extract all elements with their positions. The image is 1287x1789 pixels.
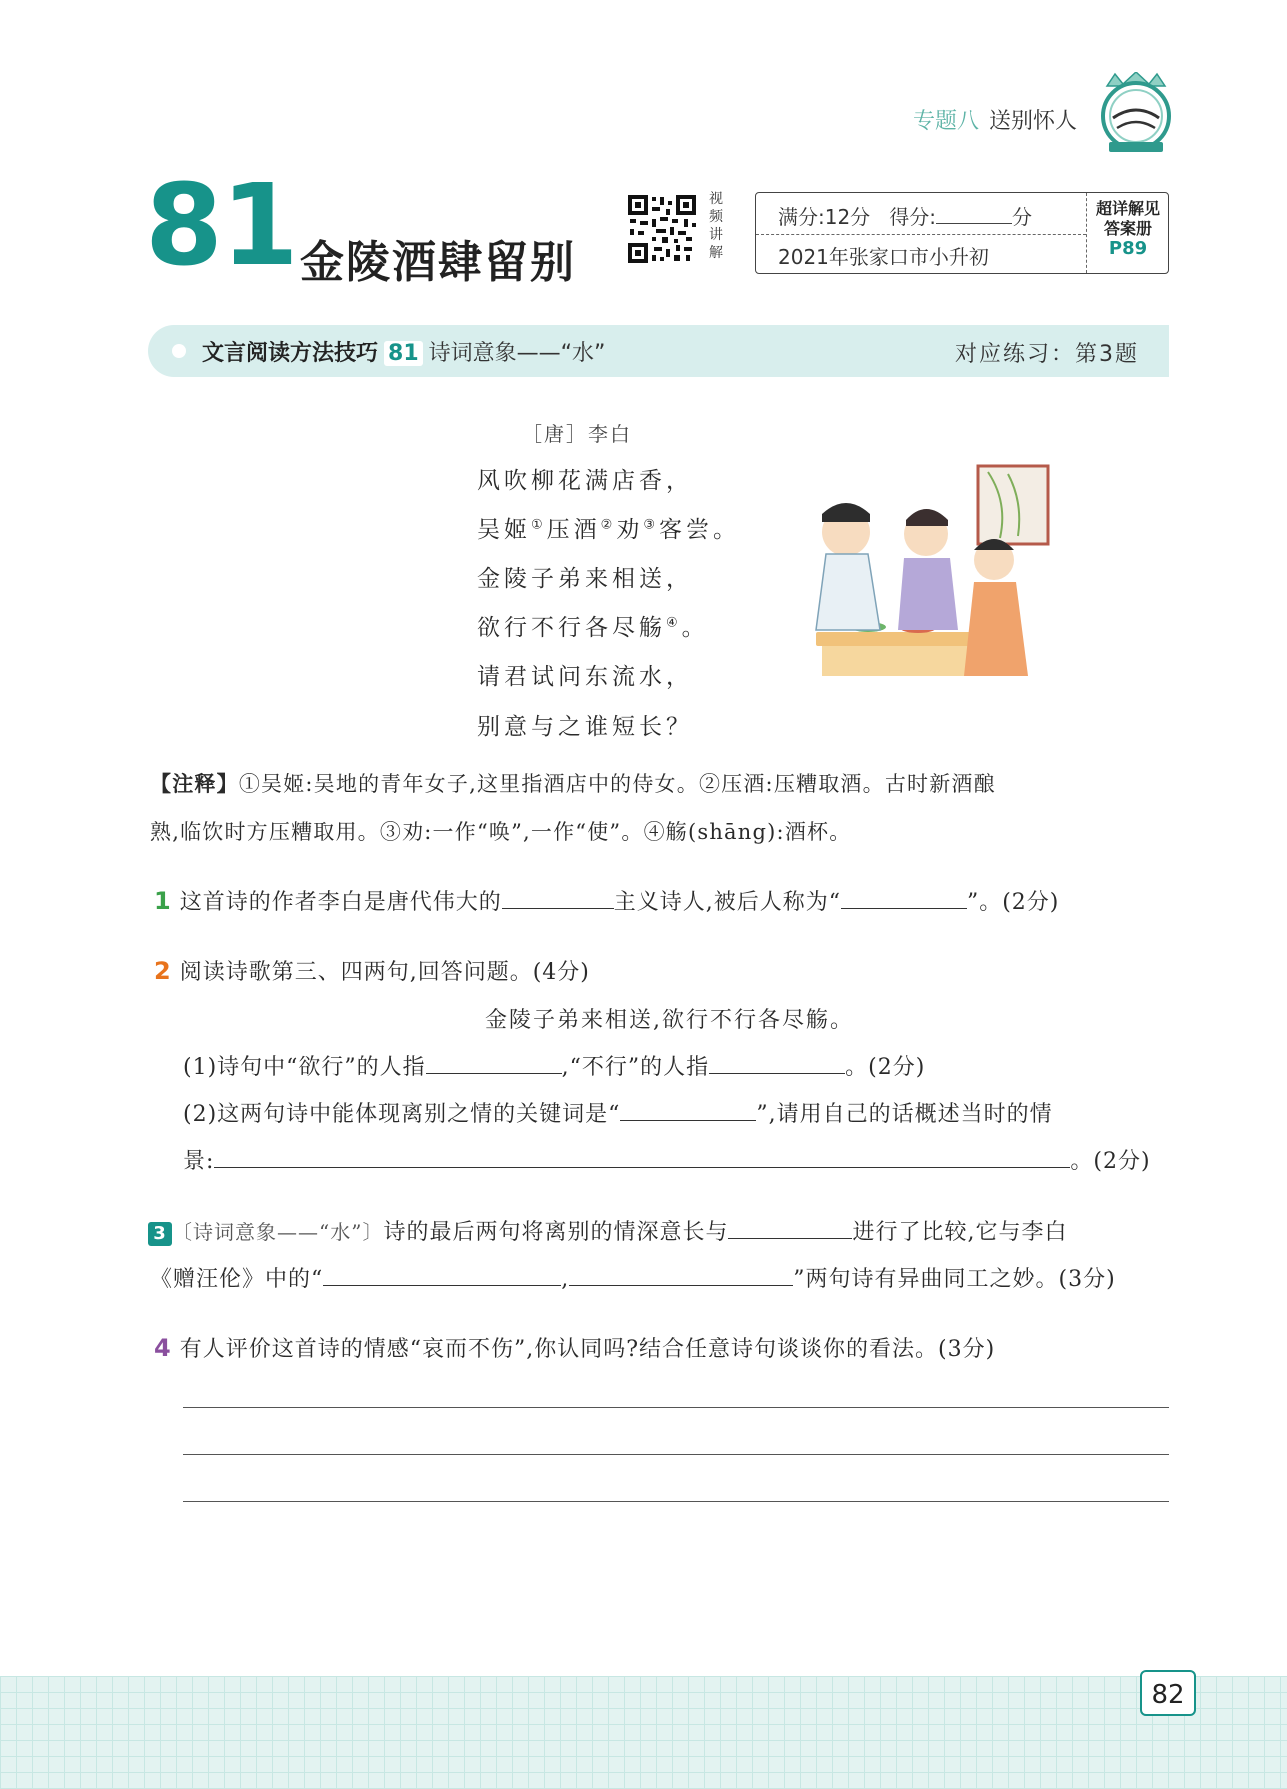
answer-hint-line1: 超详解见 (1095, 199, 1160, 218)
answer-reference (1088, 199, 1168, 259)
answer-blank[interactable] (709, 1053, 845, 1074)
question-tag: 〔诗词意象——“水”〕 (172, 1220, 384, 1244)
banner-topic: 诗词意象——“水” (428, 341, 606, 366)
answer-blank[interactable] (214, 1147, 1070, 1168)
question-4: 4 有人评价这首诗的情感“哀而不伤”,你认同吗?结合任意诗句谈谈你的看法。(3分) (154, 1334, 996, 1362)
score-blank[interactable] (936, 205, 1012, 224)
notes-line-2: 熟,临饮时方压糟取用。③劝:一作“唤”,一作“使”。④觞(shāng):酒杯。 (150, 820, 852, 844)
question-number: 1 (154, 887, 172, 915)
notes-text-1: ①吴姬:吴地的青年女子,这里指酒店中的侍女。②压酒:压糟取酒。古时新酒酿 (238, 772, 996, 796)
answer-blank[interactable] (728, 1218, 852, 1239)
poem-illustration (808, 462, 1054, 682)
answer-blank[interactable] (426, 1053, 562, 1074)
question-number: 2 (154, 957, 172, 985)
brand-badge-logo (1097, 72, 1175, 158)
answer-blank[interactable] (323, 1265, 561, 1286)
answer-hint-line2: 答案册 (1103, 219, 1152, 238)
score-divider (756, 234, 1086, 235)
poem-line: 欲行不行各尽觞④。 (477, 615, 709, 641)
question-2-sub-2-cont: 景: 。(2分) (183, 1149, 1151, 1174)
answer-blank[interactable] (620, 1100, 756, 1121)
banner-number: 81 (384, 341, 423, 366)
qr-video-label: 视频讲解 (709, 191, 723, 261)
score-vertical-divider (1086, 193, 1087, 273)
banner-title (202, 336, 605, 367)
poem-author: ［唐］李白 (522, 422, 632, 446)
question-2-sub-2: (2)这两句诗中能体现离别之情的关键词是“ ”,请用自己的话概述当时的情 (183, 1102, 1053, 1127)
notes-label: 【注释】 (150, 772, 239, 796)
poem-line: 吴姬①压酒②劝③客尝。 (477, 517, 740, 543)
exam-source: 2021年张家口市小升初 (778, 245, 989, 269)
answer-line[interactable] (183, 1407, 1169, 1408)
notes-line-1 (150, 768, 996, 798)
footer-grid-background (0, 1676, 1287, 1789)
score-box (755, 192, 1169, 274)
answer-blank[interactable] (569, 1265, 793, 1286)
poem-line: 金陵子弟来相送， (477, 566, 693, 592)
poem-line: 别意与之谁短长？ (477, 714, 693, 740)
qr-code-icon[interactable] (626, 193, 698, 265)
topic-name: 送别怀人 (988, 109, 1077, 134)
full-score: 满分:12分 (778, 205, 871, 229)
method-banner (148, 325, 1169, 377)
question-3: 3 〔诗词意象——“水”〕诗的最后两句将离别的情深意长与 进行了比较,它与李白 (148, 1215, 1067, 1246)
question-3-cont: 《赠汪伦》中的“ , ”两句诗有异曲同工之妙。(3分) (150, 1267, 1116, 1292)
poem-line: 请君试问东流水， (477, 664, 693, 690)
lesson-title: 金陵酒肆留别 (300, 237, 576, 288)
question-2-sub-1: (1)诗句中“欲行”的人指 ,“不行”的人指 。(2分) (183, 1055, 926, 1080)
answer-blank[interactable] (841, 888, 967, 909)
topic-header (913, 104, 1077, 135)
banner-practice: 对应练习：第3题 (955, 342, 1139, 367)
answer-line[interactable] (183, 1454, 1169, 1455)
score-line (778, 201, 1032, 230)
banner-dot-icon (172, 344, 186, 358)
poem-line: 风吹柳花满店香， (477, 468, 693, 494)
score-unit: 分 (1012, 205, 1033, 229)
question-2-quote: 金陵子弟来相送,欲行不行各尽觞。 (485, 1008, 854, 1033)
question-2: 2 阅读诗歌第三、四两句,回答问题。(4分) (154, 957, 590, 985)
topic-label: 专题八 (912, 109, 979, 134)
answer-page: P89 (1108, 238, 1148, 259)
answer-line[interactable] (183, 1501, 1169, 1502)
score-label: 得分: (889, 205, 937, 229)
page-number: 82 (1140, 1670, 1196, 1716)
answer-blank[interactable] (502, 888, 614, 909)
question-1: 1 这首诗的作者李白是唐代伟大的 主义诗人,被后人称为“ ”。(2分) (154, 887, 1060, 915)
banner-title-text: 文言阅读方法技巧 (202, 341, 379, 366)
lesson-number: 81 (145, 161, 297, 291)
question-number: 3 (148, 1222, 172, 1246)
question-number: 4 (154, 1334, 172, 1362)
